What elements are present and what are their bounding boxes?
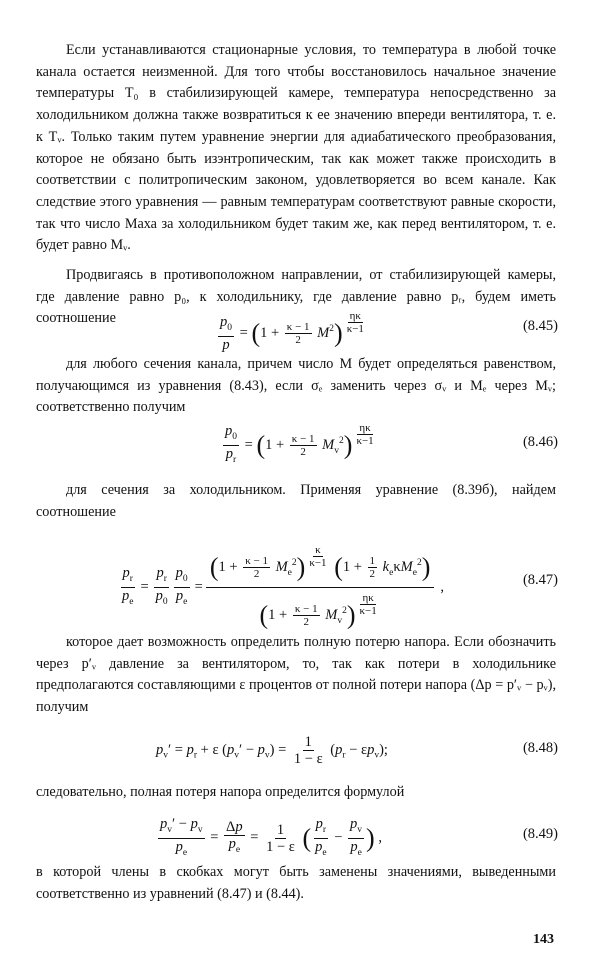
equation-8-48: $p_v' = p_r + \varepsilon$ $(p_v' - p_v)$ = $\frac{1}{1 - \varepsilon}$ $(p_r - \varepsilon p_v)$; (8.48) bbox=[156, 734, 558, 767]
paragraph-5: которое дает возможность определить полную потерю напора. Если обозначить через p′ᵥ давление за вентилятором, то, так как потери в холодильнике предполагаются составляющими ε процентов от полной потери напора (Δp = p′ᵥ − pᵥ), получим bbox=[36, 634, 556, 716]
equation-8-49: $\frac{p_v' - p_v}{p_e}$ = $\frac{\Delta p}{p_e}$ = $\frac{1}{1 - \varepsilon}$ ( $\frac{p_r}{p_e}$ − $\frac{p_v}{p_e}$ ) , (8.49) bbox=[160, 816, 558, 858]
equation-number: (8.48) bbox=[522, 740, 558, 756]
equation-number: (8.49) bbox=[522, 826, 558, 842]
equation-8-47: $\frac{p_r}{p_e}$ = $\frac{p_r}{p_0}$ $\frac{p_0}{p_e}$ = (1 + $\frac{\kappa - 1}{2}$ $M_e^2$) $\frac{\kappa}{\kappa-1}$ (1 + $\frac{1}{2}$ $k_e\kappa M_e^2$) (1 + $\frac{\kappa - 1}{2}$ $M_v^2$) $\frac{\eta\kappa}{\kappa-1}$ , (8.47) bbox=[122, 544, 558, 630]
equation-number: (8.46) bbox=[522, 434, 558, 450]
page-number: 143 bbox=[533, 932, 554, 947]
paragraph-7: в которой члены в скобках могут быть заменены значениями, выведенными соответственно из уравнений (8.47) и (8.44). bbox=[36, 864, 556, 902]
paragraph-4: для сечения за холодильником. Применяя уравнение (8.39б), найдем соотношение bbox=[36, 482, 556, 520]
paragraph-1: Если устанавливаются стационарные условия, то температура в любой точке канала остается неизменной. Для того чтобы восстановилось начальное значение температуры T₀ в стабилизирующей камере, температура непосредственно за холодильником должна также возвратиться к ее значению впереди вентилятора, т. е. к Tᵥ. Только таким путем уравнение энергии для адиабатического преобразования, которое не обязано быть изэнтропическим, так как может также происходить в соответствии с политропическим законом, удовлетворяется во всем канале. Как следствие этого уравнения — равным температурам соответствуют равные скорости, так что число Маха за холодильником будет таким же, как перед вентилятором, т. е. будет равно Mᵥ. bbox=[36, 42, 556, 254]
equation-number: (8.45) bbox=[522, 318, 558, 334]
equation-8-46: $\frac{p_0}{p_r}$ = (1 + $\frac{\kappa - 1}{2}$ $M_v^2$) $\frac{\eta\kappa}{\kappa-1}$ (8.46) bbox=[225, 422, 558, 466]
paragraph-6: следовательно, полная потеря напора определится формулой bbox=[36, 784, 405, 800]
equation-number: (8.47) bbox=[522, 572, 558, 588]
paragraph-2: Продвигаясь в противоположном направлении, от стабилизирующей камеры, где давление равно p₀, к холодильнику, где давление равно pᵣ, будем иметь соотношение bbox=[36, 267, 556, 327]
equation-8-45: $\frac{p_0}{p}$ = (1 + $\frac{\kappa - 1}{2}$ $M^2$) $\frac{\eta\kappa}{\kappa-1}$ (8.45) bbox=[220, 310, 558, 354]
paragraph-3: для любого сечения канала, причем число M будет определяться равенством, получающимся из уравнения (8.43), если σₑ заменить через σᵥ и Mₑ через Mᵥ; соответственно получим bbox=[36, 356, 556, 416]
